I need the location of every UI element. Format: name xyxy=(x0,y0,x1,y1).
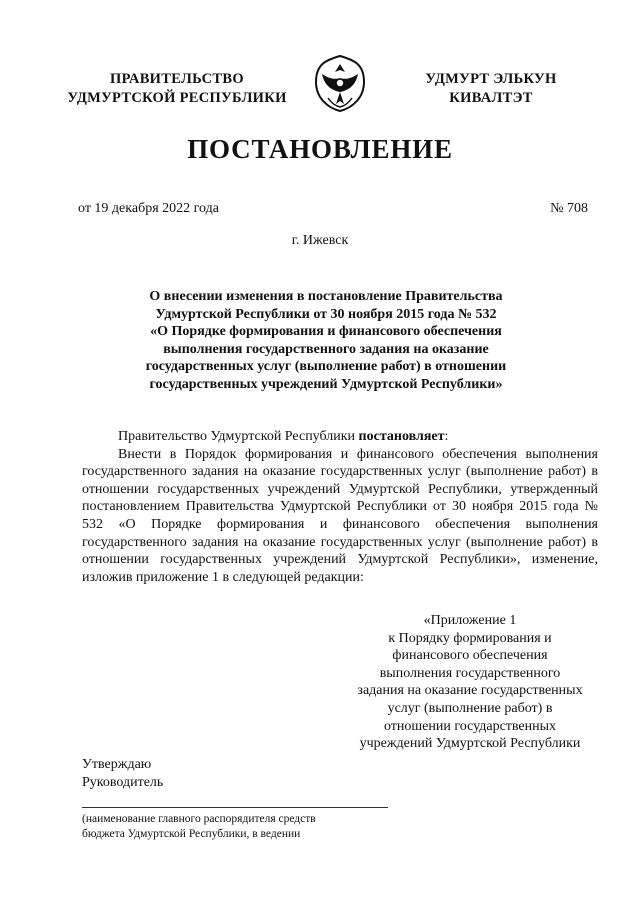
appendix-line: выполнения государственного xyxy=(379,665,561,681)
appendix-line: услуг (выполнение работ) в xyxy=(387,700,553,716)
resolution-intro-paragraph xyxy=(82,428,598,446)
footnote-line: бюджета Удмуртской Республики, в ведении xyxy=(82,828,301,841)
intro-text: Правительство Удмуртской Республики xyxy=(118,429,359,444)
government-name-russian xyxy=(62,70,292,108)
coat-of-arms-emblem xyxy=(314,54,366,112)
title-line: «О Порядке формирования и финансового обеспечения xyxy=(150,324,502,340)
approval-block xyxy=(82,756,163,791)
appendix-line: к Порядку формирования и xyxy=(388,630,552,646)
document-date: от 19 декабря 2022 года xyxy=(78,201,219,216)
footnote-caption xyxy=(82,812,316,843)
document-title xyxy=(120,288,532,394)
document-number: № 708 xyxy=(550,201,588,216)
appendix-line: отношении государственных xyxy=(383,718,557,734)
approval-line: Руководитель xyxy=(82,774,164,790)
title-line: Удмуртской Республики от 30 ноября 2015 года № 532 xyxy=(155,306,497,322)
appendix-heading-block xyxy=(340,612,600,753)
header-left-line: ПРАВИТЕЛЬСТВО xyxy=(110,71,244,87)
title-line: государственных услуг (выполнение работ) в отношении xyxy=(145,359,507,375)
document-city: г. Ижевск xyxy=(291,233,349,248)
header-left-line: УДМУРТСКОЙ РЕСПУБЛИКИ xyxy=(67,90,287,106)
approval-line: Утверждаю xyxy=(82,757,152,772)
document-type-heading: ПОСТАНОВЛЕНИЕ xyxy=(187,134,453,164)
appendix-line: задания на оказание государственных xyxy=(357,683,583,699)
intro-colon: : xyxy=(444,429,449,444)
header-right-line: КИВАЛТЭТ xyxy=(449,90,533,106)
resolves-word: постановляет xyxy=(358,429,445,444)
signature-underline xyxy=(82,807,388,808)
header-right-line: УДМУРТ ЭЛЬКУН xyxy=(425,71,557,87)
amendment-paragraph: Внести в Порядок формирования и финансового обеспечения выполнения государственного задания на оказание государственных услуг (выполнение работ) в отношении государственных учреждений Удмуртской Республики, утвержденный постановлением Правительства Удмуртской Республики от 30 ноября 2015 года № 532 «О Порядке формирования и финансового обеспечения выполнения государственного задания на оказание государственных услуг (выполнение работ) в отношении государственных учреждений Удмуртской Республики», изменение, изложив приложение 1 в следующей редакции: xyxy=(82,446,598,585)
document-body xyxy=(82,428,598,586)
appendix-line: «Приложение 1 xyxy=(423,613,517,628)
appendix-line: учреждений Удмуртской Республики xyxy=(359,736,581,752)
title-line: О внесении изменения в постановление Правительства xyxy=(149,289,503,304)
appendix-line: финансового обеспечения xyxy=(392,648,548,664)
government-name-udmurt xyxy=(396,70,586,108)
title-line: государственных учреждений Удмуртской Республики» xyxy=(149,376,503,392)
title-line: выполнения государственного задания на оказание xyxy=(163,341,489,357)
footnote-line: (наименование главного распорядителя средств xyxy=(82,813,316,825)
